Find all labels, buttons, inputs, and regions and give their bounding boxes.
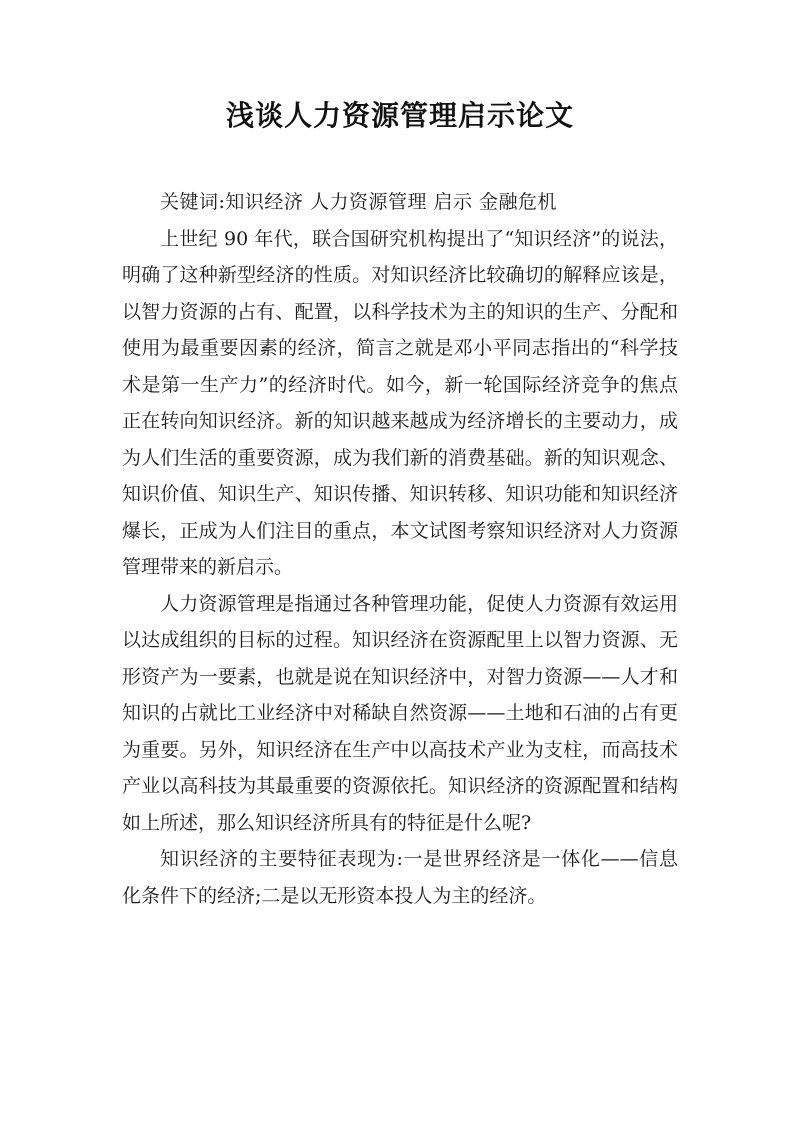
document-title: 浅谈人力资源管理启示论文 <box>225 99 574 132</box>
document-body <box>122 184 678 914</box>
paragraph-2: 人力资源管理是指通过各种管理功能，促使人力资源有效运用以达成组织的目标的过程。知识经济在资源配里上以智力资源、无形资产为一要素，也就是说在知识经济中，对智力资源——人才和知识的占就比工业经济中对稀缺自然资源——土地和石油的占有更为重要。另外，知识经济在生产中以高技术产业为支柱，而高技术产业以高科技为其最重要的资源依托。知识经济的资源配置和结构如上所述，那么知识经济所具有的特征是什么呢? <box>122 592 678 834</box>
paragraph-3: 知识经济的主要特征表现为:一是世界经济是一体化——信息化条件下的经济;二是以无形资本投人为主的经济。 <box>122 848 678 907</box>
paragraph-1: 上世纪 90 年代，联合国研究机构提出了“知识经济”的说法，明确了这种新型经济的性质。对知识经济比较确切的解释应该是，以智力资源的占有、配置，以科学技术为主的知识的生产、分配和使用为最重要因素的经济，简言之就是邓小平同志指出的“科学技术是第一生产力”的经济时代。如今，新一轮国际经济竞争的焦点正在转向知识经济。新的知识越来越成为经济增长的主要动力，成为人们生活的重要资源，成为我们新的消费基础。新的知识观念、知识价值、知识生产、知识传播、知识转移、知识功能和知识经济爆长，正成为人们注目的重点，本文试图考察知识经济对人力资源管理带来的新启示。 <box>122 227 678 578</box>
keywords-line: 关键词:知识经济 人力资源管理 启示 金融危机 <box>160 191 558 213</box>
